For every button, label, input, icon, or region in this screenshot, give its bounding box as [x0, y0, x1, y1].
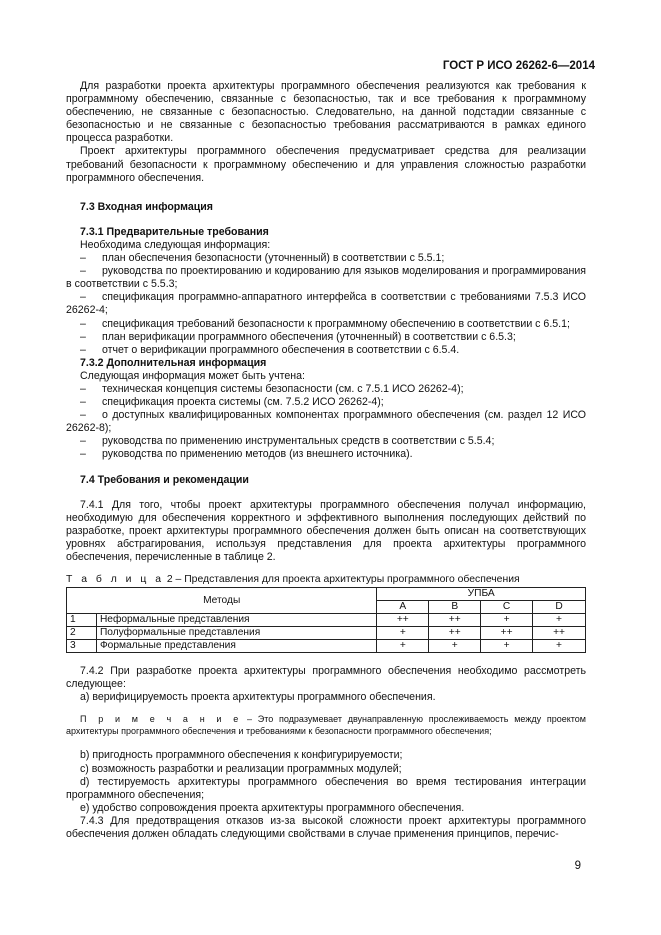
table-cell-value: + — [481, 640, 533, 653]
table-cell-name: Неформальные представления — [96, 614, 376, 627]
list-item: – о доступных квалифицированных компонентах программного обеспечения (см. раздел 12 ИСО 26262-8); — [66, 409, 586, 435]
list-item: – руководства по применению методов (из внешнего источника). — [80, 448, 413, 461]
list-item: – руководства по проектированию и кодированию для языков моделирования и программирования в соответствии с 5.5.3; — [66, 265, 586, 291]
list-item: – спецификация программно-аппаратного интерфейса в соответствии с требованиями 7.5.3 ИСО 26262-4; — [66, 291, 586, 317]
list-item: – план верификации программного обеспечения (уточненный) в соответствии с 6.5.3; — [80, 330, 516, 343]
table-header-level: C — [481, 601, 533, 614]
table-cell-value: ++ — [481, 627, 533, 640]
table-cell-value: + — [429, 640, 481, 653]
list-item: – план обеспечения безопасности (уточненный) в соответствии с 5.5.1; — [80, 252, 445, 265]
paragraph-7-4-2: 7.4.2 При разработке проекта архитектуры программного обеспечения необходимо рассмотреть следующее: — [66, 665, 586, 691]
table-row — [67, 640, 586, 653]
table-cell-value: + — [377, 627, 429, 640]
paragraph-7-4-2-d: d) тестируемость архитектуры программного обеспечения во время тестирования интеграции программного обеспечения; — [66, 775, 586, 801]
table-header-level: B — [429, 601, 481, 614]
table-cell-value: ++ — [377, 614, 429, 627]
page-number: 9 — [574, 860, 581, 872]
table-header-methods: Методы — [67, 588, 377, 614]
page-content — [66, 80, 586, 841]
list-item: – спецификация требований безопасности к программному обеспечению в соответствии с 6.5.1; — [80, 317, 570, 330]
methods-table — [66, 587, 586, 653]
table-row — [67, 627, 586, 640]
paragraph-7-4-3: 7.4.3 Для предотвращения отказов из-за высокой сложности проект архитектуры программного обеспечения должен обладать следующими свойствами в случае применения принципов, перечис- — [66, 814, 586, 841]
table-row — [67, 614, 586, 627]
paragraph-7-4-2-c: c) возможность разработки и реализации программных модулей; — [80, 762, 402, 775]
table-header-level: A — [377, 601, 429, 614]
table-header-group: УПБА — [377, 588, 586, 601]
section-7-4-title: 7.4 Требования и рекомендации — [80, 473, 249, 486]
table-cell-value: + — [533, 614, 586, 627]
table-cell-value: ++ — [429, 614, 481, 627]
standard-header: ГОСТ Р ИСО 26262-6—2014 — [442, 60, 595, 72]
paragraph-7-4-2-e: e) удобство сопровождения проекта архитектуры программного обеспечения. — [80, 801, 465, 814]
paragraph-7-4-1: 7.4.1 Для того, чтобы проект архитектуры программного обеспечения получал информацию, необходимую для обеспечения корректного и эффективного выполнения последующих действий по разработке, проект архитектуры программного обеспечения должен быть описан на соответствующих уровнях абстрагирования, используя представления для проекта архитектуры программного обеспечения, перечисленные в таблице 2. — [66, 498, 586, 563]
table-cell-value: + — [481, 614, 533, 627]
list-item: – спецификация проекта системы (см. 7.5.2 ИСО 26262-4); — [80, 396, 384, 409]
table-cell-num: 1 — [67, 614, 97, 627]
table-cell-value: ++ — [533, 627, 586, 640]
section-7-3-2-title: 7.3.2 Дополнительная информация — [80, 356, 267, 369]
table-header-level: D — [533, 601, 586, 614]
intro-paragraph-2: Проект архитектуры программного обеспечения предусматривает средства для реализации требований безопасности к программному обеспечению и для управления сложностью разработки программного обеспечения. — [66, 145, 586, 184]
table-cell-value: + — [533, 640, 586, 653]
intro-paragraph-1: Для разработки проекта архитектуры программного обеспечения реализуются как требования к программному обеспечению, связанные с безопасностью, так и все требования к программному обеспечению, не связанные с безопасностью. Следовательно, на данной подстадии связанные с безопасностью и не связанные с безопасностью требования рассматриваются в рамках единого процесса разработки. — [66, 80, 586, 145]
note: П р и м е ч а н и е – Это подразумевает двунаправленную прослеживаемость между проектом архитектуры программного обеспечения и требованиями к безопасности программного обеспечения; — [66, 714, 586, 736]
table-cell-name: Формальные представления — [96, 640, 376, 653]
list-item: – руководства по применению инструментальных средств в соответствии с 5.5.4; — [80, 435, 495, 448]
table-cell-value: ++ — [429, 627, 481, 640]
section-7-3-1-lead: Необходима следующая информация: — [80, 238, 271, 251]
list-item: – отчет о верификации программного обеспечения в соответствии с 6.5.4. — [80, 343, 460, 356]
paragraph-7-4-2-b: b) пригодность программного обеспечения к конфигурируемости; — [80, 749, 403, 762]
table-cell-num: 2 — [67, 627, 97, 640]
section-7-3-2-lead: Следующая информация может быть учтена: — [80, 369, 305, 382]
table-cell-num: 3 — [67, 640, 97, 653]
paragraph-7-4-2-a: а) верифицируемость проекта архитектуры программного обеспечения. — [80, 691, 436, 704]
list-item: – техническая концепция системы безопасности (см. с 7.5.1 ИСО 26262-4); — [80, 382, 464, 395]
section-7-3-title: 7.3 Входная информация — [80, 200, 213, 213]
table-caption: Т а б л и ц а 2 – Представления для проекта архитектуры программного обеспечения — [66, 574, 520, 586]
table-cell-name: Полуформальные представления — [96, 627, 376, 640]
table-cell-value: + — [377, 640, 429, 653]
section-7-3-1-title: 7.3.1 Предварительные требования — [80, 225, 269, 238]
